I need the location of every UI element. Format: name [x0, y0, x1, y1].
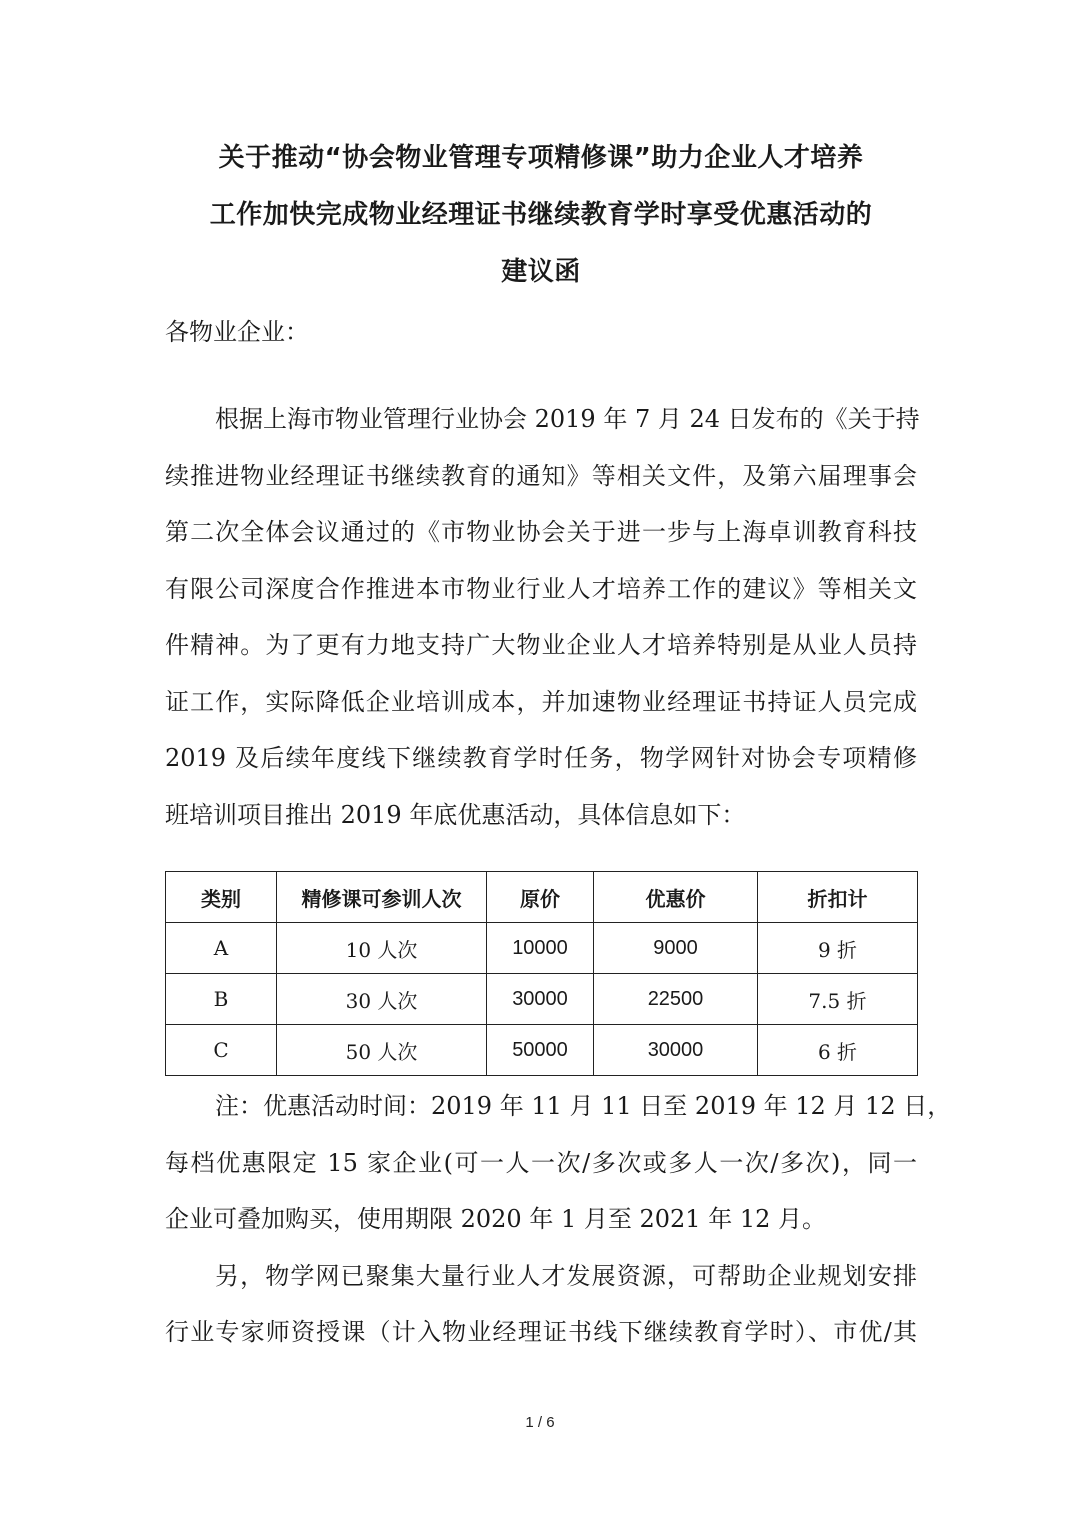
- cell-discount-price: 22500: [594, 974, 758, 1025]
- paragraph-line: 根据上海市物业管理行业协会 2019 年 7 月 24 日发布的《关于持: [215, 405, 920, 433]
- paragraph-line: 2019 及后续年度线下继续教育学时任务，物学网针对协会专项精修: [165, 744, 917, 772]
- paragraph-line: 证工作，实际降低企业培训成本，并加速物业经理证书持证人员完成: [165, 687, 917, 716]
- document-title: [165, 130, 917, 301]
- cell-sessions: 10 人次: [277, 923, 487, 974]
- page-number: 1 / 6: [525, 1414, 555, 1431]
- title-line: 工作加快完成物业经理证书继续教育学时享受优惠活动的: [209, 200, 873, 230]
- cell-original-price: 10000: [487, 923, 594, 974]
- discount-table: [165, 871, 918, 1076]
- header-discount-price: 优惠价: [594, 872, 758, 923]
- cell-original-price: 30000: [487, 974, 594, 1025]
- cell-discount-rate: 6 折: [758, 1025, 918, 1076]
- table-row: [166, 923, 918, 974]
- note-line: 企业可叠加购买，使用期限 2020 年 1 月至 2021 年 12 月。: [165, 1205, 826, 1233]
- cell-original-price: 50000: [487, 1025, 594, 1076]
- cell-category: B: [166, 974, 277, 1025]
- paragraph-line: 班培训项目推出 2019 年底优惠活动，具体信息如下：: [165, 800, 746, 829]
- paragraph-line: 件精神。为了更有力地支持广大物业企业人才培养特别是从业人员持: [165, 631, 917, 659]
- header-original-price: 原价: [487, 872, 594, 923]
- note-line: 注：优惠活动时间：2019 年 11 月 11 日至 2019 年 12 月 12 日，: [215, 1092, 952, 1120]
- cell-sessions: 50 人次: [277, 1025, 487, 1076]
- table-row: [166, 1025, 918, 1076]
- cell-discount-rate: 9 折: [758, 923, 918, 974]
- paragraph-line: 续推进物业经理证书继续教育的通知》等相关文件，及第六届理事会: [165, 461, 917, 490]
- salutation: 各物业企业：: [165, 318, 309, 346]
- paragraph-line: 行业专家师资授课（计入物业经理证书线下继续教育学时）、市优/其: [165, 1318, 917, 1346]
- additional-paragraph: [165, 1248, 917, 1361]
- note-paragraph: [165, 1078, 952, 1248]
- intro-paragraph: [165, 391, 920, 843]
- note-line: 每档优惠限定 15 家企业(可一人一次/多次或多人一次/多次)，同一: [165, 1148, 917, 1177]
- table-header-row: [166, 872, 918, 923]
- header-discount-rate: 折扣计: [758, 872, 918, 923]
- cell-discount-rate: 7.5 折: [758, 974, 918, 1025]
- cell-discount-price: 30000: [594, 1025, 758, 1076]
- header-category: 类别: [166, 872, 277, 923]
- title-line: 建议函: [501, 257, 581, 287]
- paragraph-line: 有限公司深度合作推进本市物业行业人才培养工作的建议》等相关文: [165, 574, 917, 603]
- paragraph-line: 另，物学网已聚集大量行业人才发展资源，可帮助企业规划安排: [215, 1261, 917, 1290]
- document-page: [165, 130, 952, 1361]
- cell-category: A: [166, 923, 277, 974]
- paragraph-line: 第二次全体会议通过的《市物业协会关于进一步与上海卓训教育科技: [165, 518, 917, 546]
- title-line: 关于推动“协会物业管理专项精修课”助力企业人才培养: [218, 143, 864, 173]
- cell-sessions: 30 人次: [277, 974, 487, 1025]
- header-sessions: 精修课可参训人次: [277, 872, 487, 923]
- table-row: [166, 974, 918, 1025]
- cell-category: C: [166, 1025, 277, 1076]
- cell-discount-price: 9000: [594, 923, 758, 974]
